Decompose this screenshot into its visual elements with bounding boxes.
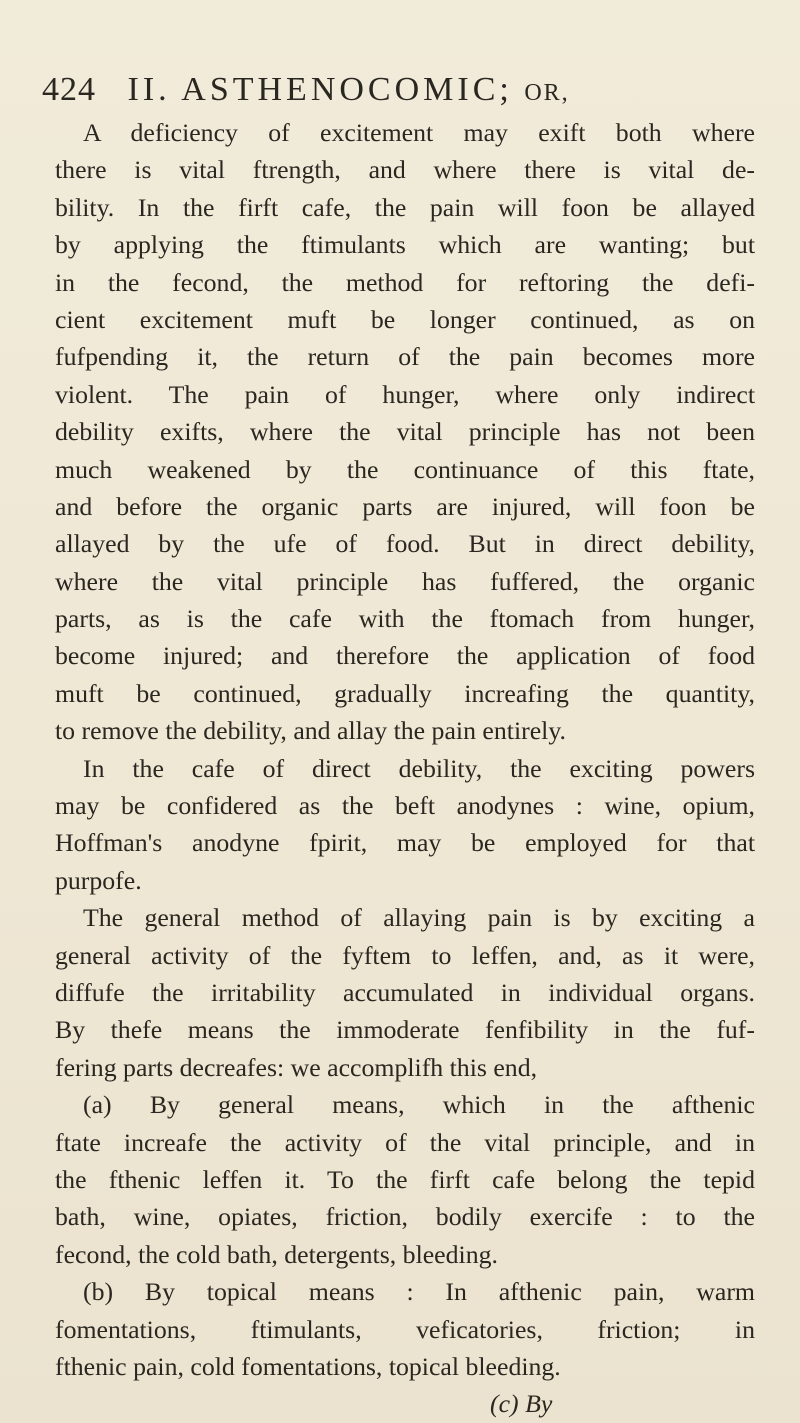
text-line: much weakened by the continuance of this ftate, [55,454,755,484]
running-title: II. ASTHENOCOMIC; [127,71,513,108]
text-line: in the fecond, the method for reftoring the defi- [55,267,755,297]
text-line: debility exifts, where the vital principle has not been [55,417,755,447]
text-line: By thefe means the immoderate fenfibility in the fuf- [55,1015,755,1045]
text-line: muft be continued, gradually increafing the quantity, [55,678,755,708]
running-header [42,70,742,113]
text-line: In the cafe of direct debility, the exciting powers [83,753,755,783]
text-line: parts, as is the cafe with the ftomach from hunger, [55,604,755,634]
page-number: 424 [42,71,96,108]
text-line: (a) By general means, which in the afthenic [83,1090,755,1120]
running-title-suffix: OR, [524,80,570,106]
text-line: fomentations, ftimulants, veficatories, friction; in [55,1314,755,1344]
text-line: and before the organic parts are injured, will foon be [55,491,755,521]
text-line: bath, wine, opiates, friction, bodily exercife : to the [55,1202,755,1232]
text-line: fufpending it, the return of the pain becomes more [55,342,755,372]
text-line: the fthenic leffen it. To the firft cafe belong the tepid [55,1164,755,1194]
text-line: become injured; and therefore the application of food [55,641,755,671]
text-line: A deficiency of excitement may exift both where [83,118,755,147]
text-line: violent. The pain of hunger, where only indirect [55,379,755,409]
text-line: ftate increafe the activity of the vital principle, and in [55,1127,755,1157]
text-line: purpofe. [55,865,142,895]
text-line: (b) By topical means : In afthenic pain, warm [83,1277,755,1307]
text-line: Hoffman's anodyne fpirit, may be employed for that [55,828,755,858]
text-line: there is vital ftrength, and where there is vital de- [55,155,755,185]
text-line: general activity of the fyftem to leffen, and, as it were, [55,940,755,970]
text-line: fthenic pain, cold fomentations, topical bleeding. [55,1351,561,1381]
body-text [55,114,755,1423]
text-line: bility. In the firft cafe, the pain will foon be allayed [55,192,755,222]
text-line: allayed by the ufe of food. But in direct debility, [55,529,755,559]
text-line: fering parts decreafes: we accomplifh this end, [55,1052,538,1082]
text-line: fecond, the cold bath, detergents, bleeding. [55,1239,498,1269]
catchword: (c) By [490,1389,553,1419]
text-line: by applying the ftimulants which are wanting; but [55,230,755,260]
text-line: The general method of allaying pain is by exciting a [83,903,755,933]
text-line: where the vital principle has fuffered, the organic [55,566,755,596]
text-line: may be confidered as the beft anodynes : wine, opium, [55,791,755,821]
text-line: diffufe the irritability accumulated in individual organs. [55,977,755,1007]
text-line: to remove the debility, and allay the pain entirely. [55,716,566,746]
text-line: cient excitement muft be longer continued, as on [55,304,755,334]
